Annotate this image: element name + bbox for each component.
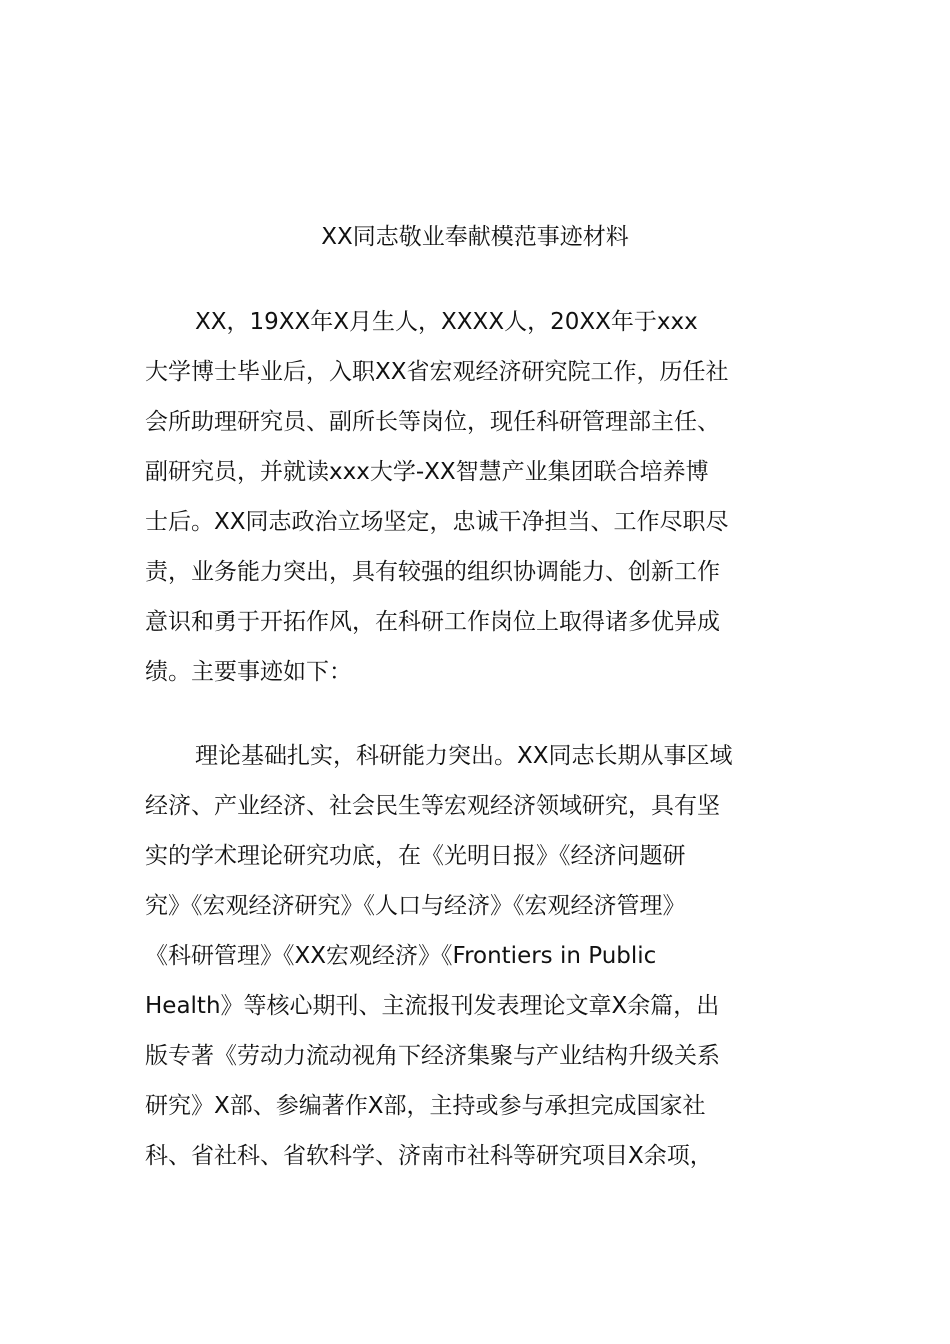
paragraph-line: 理论基础扎实，科研能力突出。XX同志长期从事区域 — [195, 743, 733, 769]
paragraph-line: 实的学术理论研究功底，在《光明日报》《经济问题研 — [145, 843, 686, 869]
paragraph-line: 士后。XX同志政治立场坚定，忠诚干净担当、工作尽职尽 — [145, 509, 729, 535]
paragraph-introduction — [145, 297, 815, 697]
paragraph-line: 究》《宏观经济研究》《人口与经济》《宏观经济管理》 — [145, 893, 686, 919]
paragraph-line: 副研究员，并就读xxx大学-XX智慧产业集团联合培养博 — [145, 459, 709, 485]
paragraph-line: 责，业务能力突出，具有较强的组织协调能力、创新工作 — [145, 559, 720, 585]
paragraph-line: 意识和勇于开拓作风，在科研工作岗位上取得诸多优异成 — [145, 609, 720, 635]
paragraph-line: 《科研管理》《XX宏观经济》《Frontiers in Public — [145, 943, 657, 969]
paragraph-line: Health》等核心期刊、主流报刊发表理论文章X余篇，出 — [145, 993, 720, 1019]
paragraph-line: 会所助理研究员、副所长等岗位，现任科研管理部主任、 — [145, 409, 720, 435]
paragraph-line: 版专著《劳动力流动视角下经济集聚与产业结构升级关系 — [145, 1043, 720, 1069]
paragraph-line: 大学博士毕业后，入职XX省宏观经济研究院工作，历任社 — [145, 359, 729, 385]
paragraph-line: 经济、产业经济、社会民生等宏观经济领域研究，具有坚 — [145, 793, 720, 819]
paragraph-line: 研究》X部、参编著作X部，主持或参与承担完成国家社 — [145, 1093, 706, 1119]
paragraph-line: 科、省社科、省软科学、济南市社科等研究项目X余项， — [145, 1143, 713, 1169]
paragraph-research-ability — [145, 731, 815, 1181]
paragraph-line: XX，19XX年X月生人，XXXX人，20XX年于xxx — [195, 309, 698, 335]
paragraph-line: 绩。主要事迹如下： — [145, 659, 352, 685]
document-title: XX同志敬业奉献模范事迹材料 — [321, 224, 629, 250]
